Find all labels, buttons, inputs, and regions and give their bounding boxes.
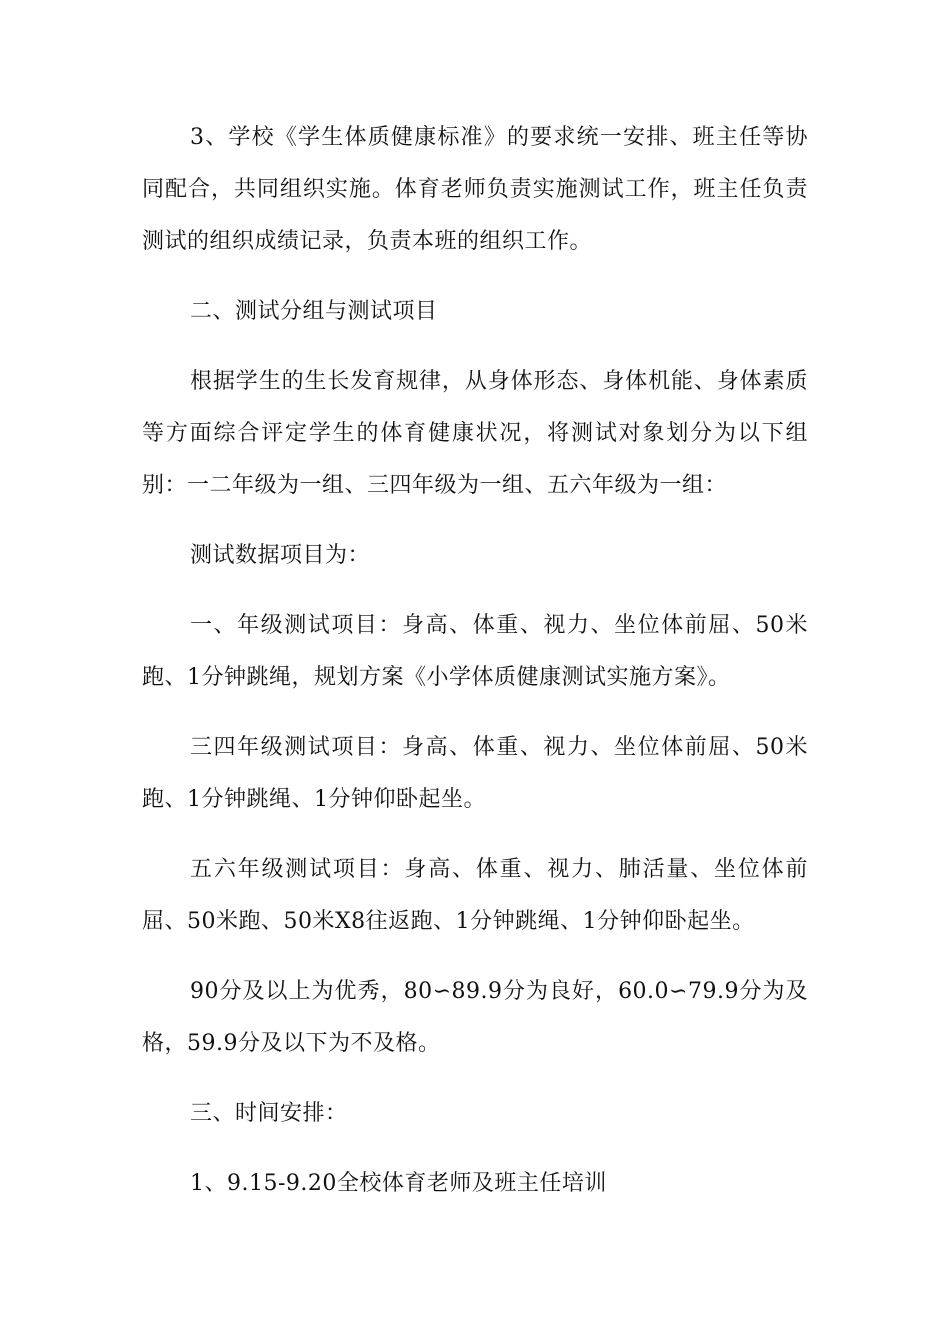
paragraph-grade-one-two-items: 一、年级测试项目：身高、体重、视力、坐位体前屈、50米跑、1分钟跳绳，规划方案《小学体质健康测试实施方案》。	[142, 613, 808, 690]
paragraph-grade-five-six-items: 五六年级测试项目：身高、体重、视力、肺活量、坐位体前屈、50米跑、50米X8往返跑、1分钟跳绳、1分钟仰卧起坐。	[142, 857, 808, 934]
paragraph-standards-arrangement: 3、学校《学生体质健康标准》的要求统一安排、班主任等协同配合，共同组织实施。体育老师负责实施测试工作，班主任负责测试的组织成绩记录，负责本班的组织工作。	[142, 125, 808, 254]
section-heading-grouping: 二、测试分组与测试项目	[190, 299, 438, 324]
paragraph-grade-three-four-items: 三四年级测试项目：身高、体重、视力、坐位体前屈、50米跑、1分钟跳绳、1分钟仰卧起坐。	[142, 735, 808, 812]
paragraph-scoring-levels: 90分及以上为优秀，80∽89.9分为良好，60.0∽79.9分为及格，59.9分及以下为不及格。	[142, 979, 808, 1056]
section-heading-schedule: 三、时间安排：	[190, 1101, 348, 1126]
document-body	[142, 112, 808, 1228]
paragraph-schedule-item-1: 1、9.15-9.20全校体育老师及班主任培训	[190, 1171, 607, 1196]
paragraph-test-items-intro: 测试数据项目为：	[190, 543, 371, 568]
paragraph-grouping-description: 根据学生的生长发育规律，从身体形态、身体机能、身体素质等方面综合评定学生的体育健康状况，将测试对象划分为以下组别：一二年级为一组、三四年级为一组、五六年级为一组：	[142, 369, 808, 498]
